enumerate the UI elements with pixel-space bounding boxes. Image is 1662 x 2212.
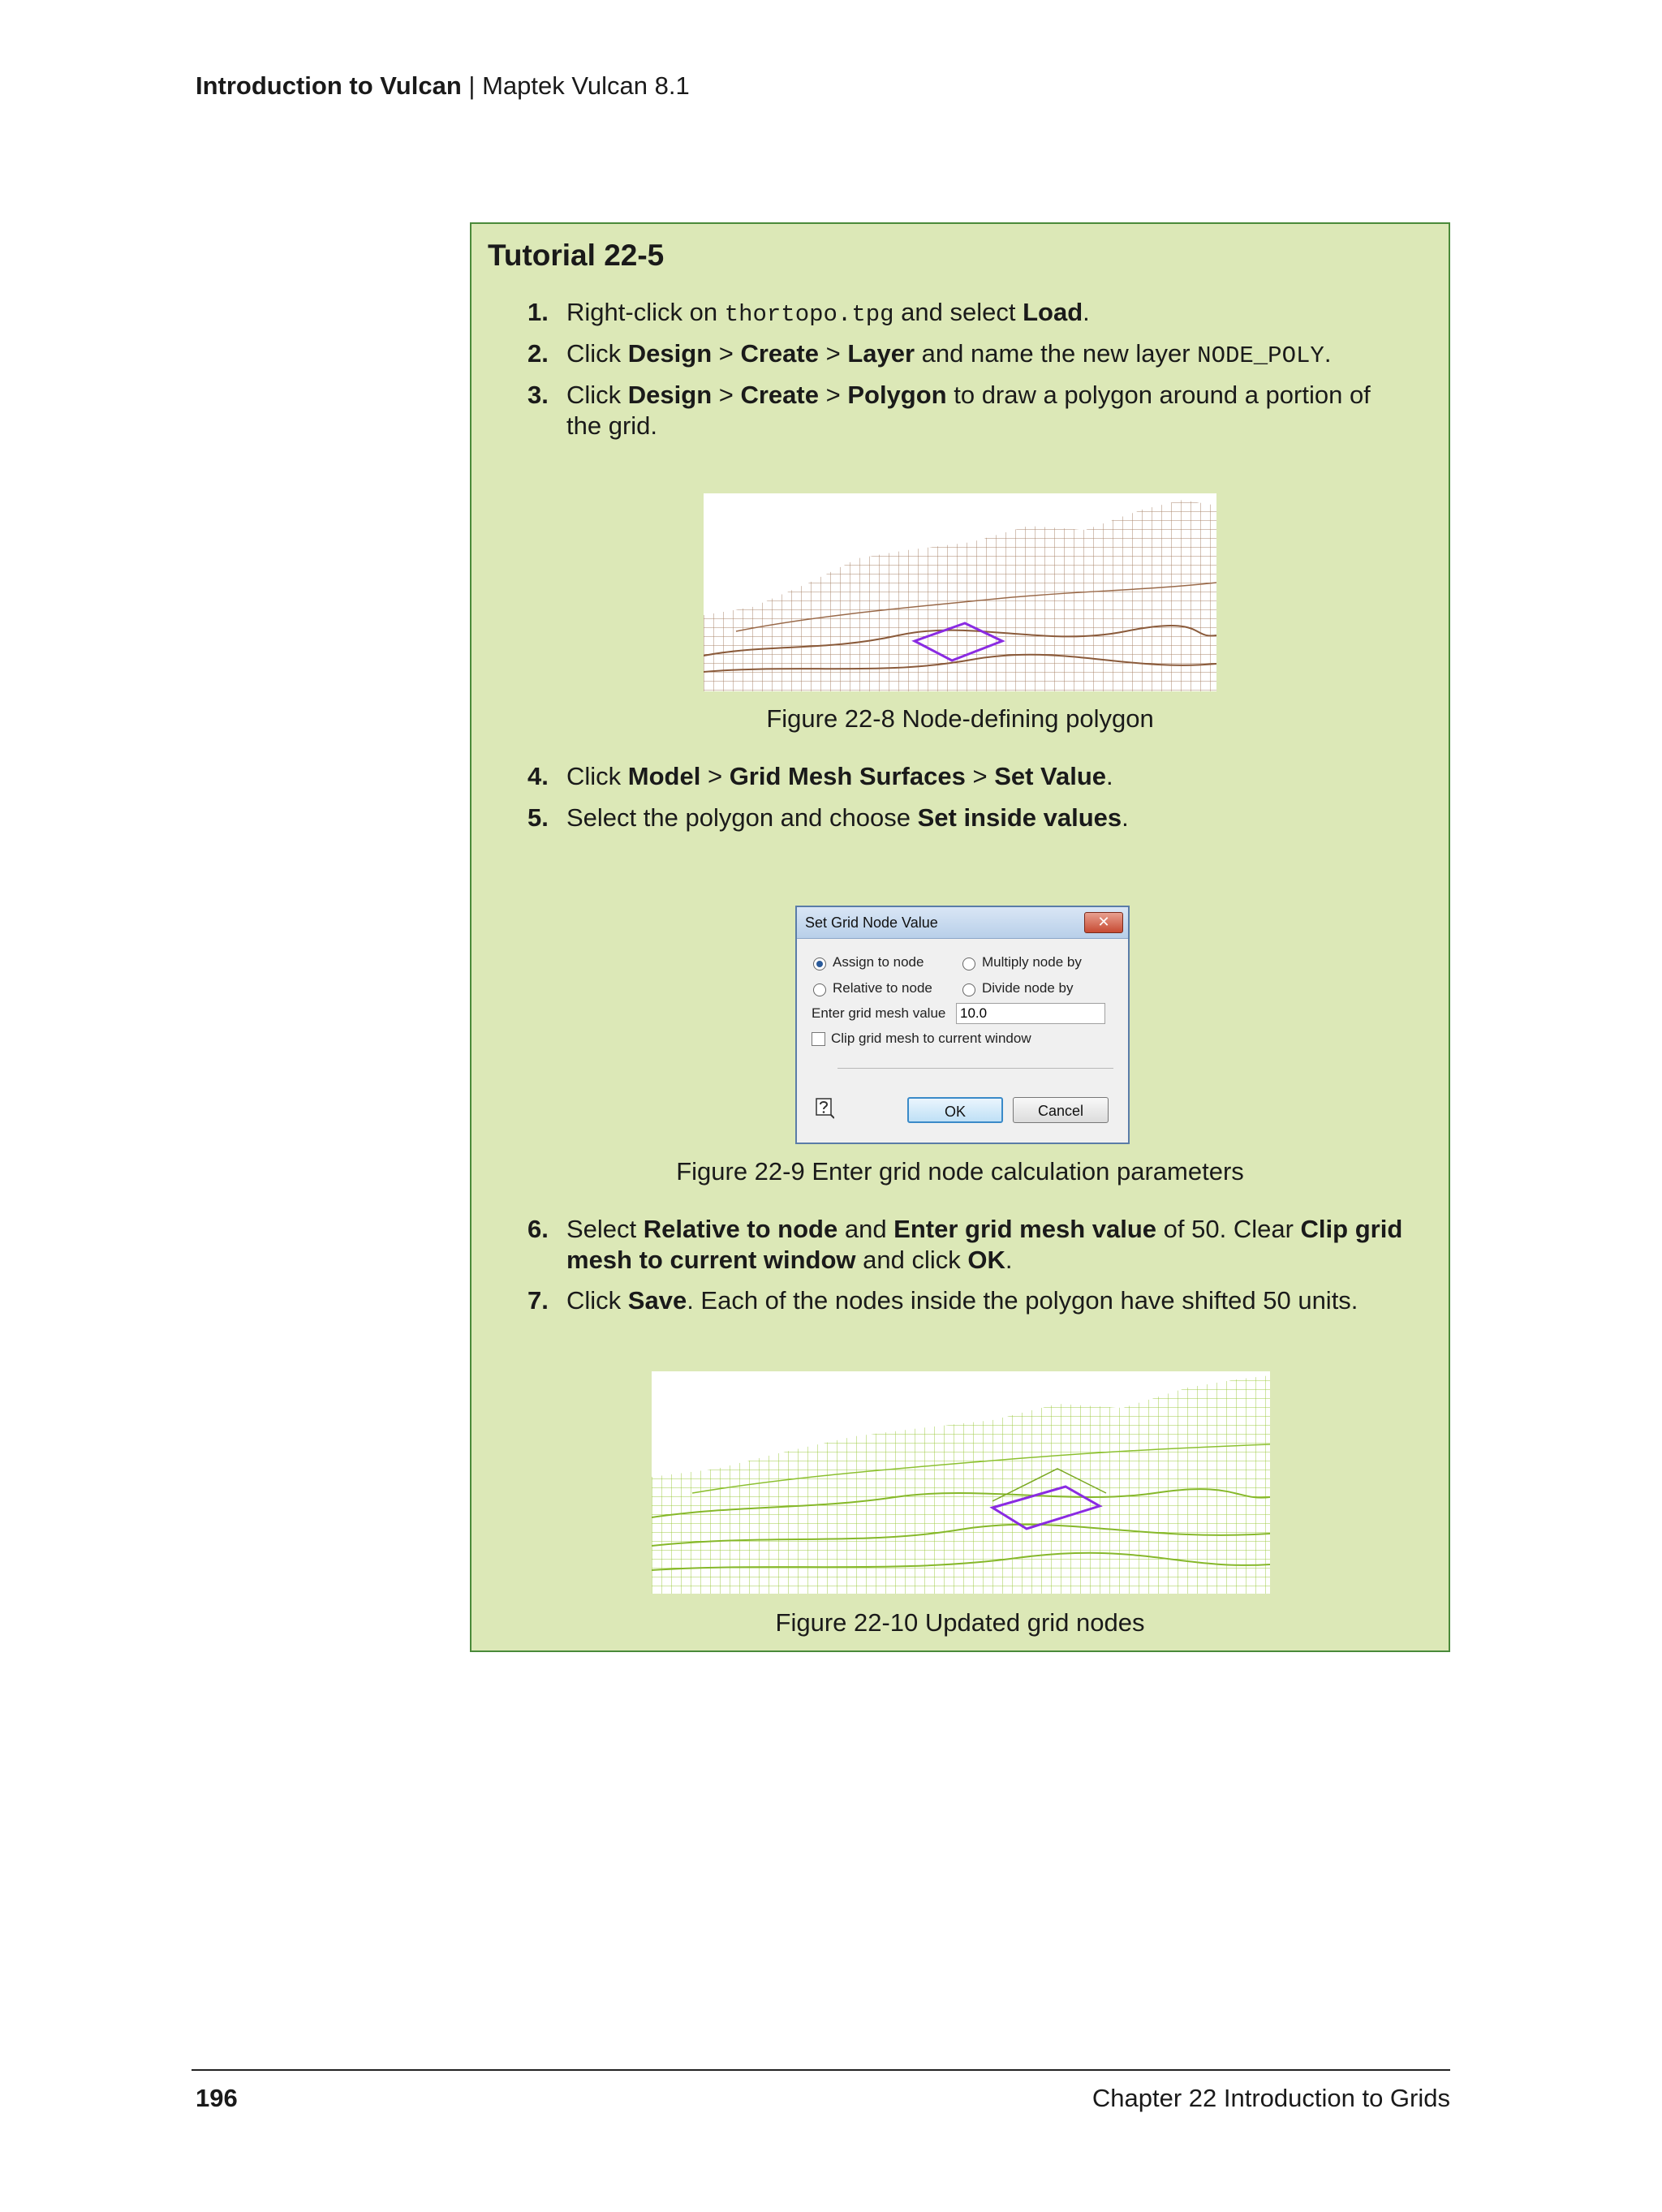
step-text	[566, 1285, 1410, 1316]
assign-to-node-label: Assign to node	[833, 954, 924, 970]
step-text-run: Click	[566, 381, 628, 409]
assign-to-node-radio[interactable]	[813, 958, 826, 970]
step-text-run: >	[700, 762, 730, 790]
step-ui-term: Set inside values	[917, 803, 1122, 832]
step-text-run: Select the polygon and choose	[566, 803, 918, 832]
step-text	[566, 297, 1410, 330]
step-ui-term: Design	[627, 339, 713, 368]
close-icon[interactable]: ✕	[1084, 912, 1123, 933]
figure-22-10-caption: Figure 22-10 Updated grid nodes	[775, 1608, 1145, 1637]
step-ui-term: Enter grid mesh value	[893, 1215, 1157, 1243]
step-text-run: >	[818, 381, 848, 409]
figure-22-8-image	[704, 493, 1216, 691]
step-number: 2.	[527, 339, 549, 368]
step-text	[566, 380, 1410, 441]
step-text-run: and select	[893, 298, 1023, 326]
step-number: 7.	[527, 1286, 549, 1315]
ok-button[interactable]: OK	[907, 1097, 1003, 1123]
step-number: 3.	[527, 381, 549, 409]
step-text-run: >	[712, 339, 741, 368]
help-icon[interactable]	[815, 1097, 834, 1120]
step-text-run: . Each of the nodes inside the polygon have shifted 50 units.	[687, 1286, 1358, 1315]
dialog-title: Set Grid Node Value	[805, 914, 938, 931]
dialog-separator	[837, 1068, 1113, 1069]
multiply-node-label: Multiply node by	[982, 954, 1082, 970]
step-ui-term: OK	[967, 1246, 1005, 1274]
clip-grid-mesh-checkbox[interactable]	[812, 1032, 825, 1046]
step-text-run: >	[818, 339, 848, 368]
step-ui-term: Model	[627, 762, 701, 790]
step-text-run: and click	[855, 1246, 968, 1274]
step-ui-term: Save	[627, 1286, 687, 1315]
step-text-run: .	[1122, 803, 1129, 832]
step-text	[566, 338, 1410, 372]
step-ui-term: Relative to node	[643, 1215, 838, 1243]
step-text	[566, 761, 1410, 792]
step-text-run: of 50. Clear	[1156, 1215, 1301, 1243]
step-text	[566, 1214, 1410, 1276]
step-number: 4.	[527, 762, 549, 790]
step-text-run: Click	[566, 762, 628, 790]
grid-mesh-value-label: Enter grid mesh value	[812, 1005, 946, 1021]
step-code-term: NODE_POLY	[1197, 342, 1324, 369]
step-text-run: and name the new layer	[915, 339, 1198, 368]
step-ui-term: Create	[740, 381, 819, 409]
step-ui-term: Load	[1023, 298, 1083, 326]
step-ui-term: Clip grid mesh to current window	[566, 1215, 1403, 1274]
cancel-button[interactable]: Cancel	[1013, 1097, 1109, 1123]
grid-mesh-value-input[interactable]	[956, 1003, 1105, 1024]
multiply-node-radio[interactable]	[962, 958, 975, 970]
divide-node-label: Divide node by	[982, 980, 1074, 996]
step-number: 6.	[527, 1215, 549, 1243]
relative-to-node-label: Relative to node	[833, 980, 932, 996]
step-ui-term: Design	[627, 381, 713, 409]
step-text-run: Click	[566, 1286, 628, 1315]
step-code-term: thortopo.tpg	[724, 301, 894, 328]
step-text-run: >	[965, 762, 995, 790]
divide-node-radio[interactable]	[962, 983, 975, 996]
green-grid-mesh	[652, 1371, 1270, 1594]
step-ui-term: Polygon	[847, 381, 947, 409]
step-ui-term: Layer	[847, 339, 915, 368]
figure-22-9-caption: Figure 22-9 Enter grid node calculation parameters	[676, 1157, 1244, 1186]
step-text-run: .	[1083, 298, 1090, 326]
step-text-run: .	[1106, 762, 1113, 790]
step-text-run: and	[837, 1215, 894, 1243]
header-separator: |	[468, 71, 476, 100]
dialog-titlebar	[797, 907, 1128, 939]
page-number: 196	[196, 2084, 238, 2112]
step-text-run: .	[1005, 1246, 1013, 1274]
step-text-run: >	[712, 381, 741, 409]
step-text	[566, 803, 1410, 833]
step-text-run: Right-click on	[566, 298, 725, 326]
tutorial-title: Tutorial 22-5	[488, 239, 665, 272]
running-header	[196, 71, 690, 101]
chapter-title: Chapter 22 Introduction to Grids	[1091, 2084, 1450, 2112]
header-title: Introduction to Vulcan	[196, 71, 462, 100]
header-subtitle: Maptek Vulcan 8.1	[482, 71, 690, 100]
figure-22-8-caption: Figure 22-8 Node-defining polygon	[766, 704, 1154, 733]
footer-rule	[192, 2069, 1450, 2071]
brown-grid-mesh	[704, 493, 1216, 691]
figure-22-10-image	[652, 1371, 1270, 1594]
set-grid-node-value-dialog	[795, 906, 1130, 1144]
step-text-run: to draw a polygon around a portion of the grid.	[566, 381, 1371, 440]
step-text-run: .	[1324, 339, 1332, 368]
step-text-run: Select	[566, 1215, 644, 1243]
step-text-run: Click	[566, 339, 628, 368]
step-ui-term: Set Value	[994, 762, 1107, 790]
step-ui-term: Create	[740, 339, 819, 368]
relative-to-node-radio[interactable]	[813, 983, 826, 996]
clip-grid-mesh-label: Clip grid mesh to current window	[831, 1031, 1031, 1046]
tutorial-box	[470, 222, 1450, 1652]
step-number: 5.	[527, 803, 549, 832]
step-number: 1.	[527, 298, 549, 326]
step-ui-term: Grid Mesh Surfaces	[729, 762, 966, 790]
